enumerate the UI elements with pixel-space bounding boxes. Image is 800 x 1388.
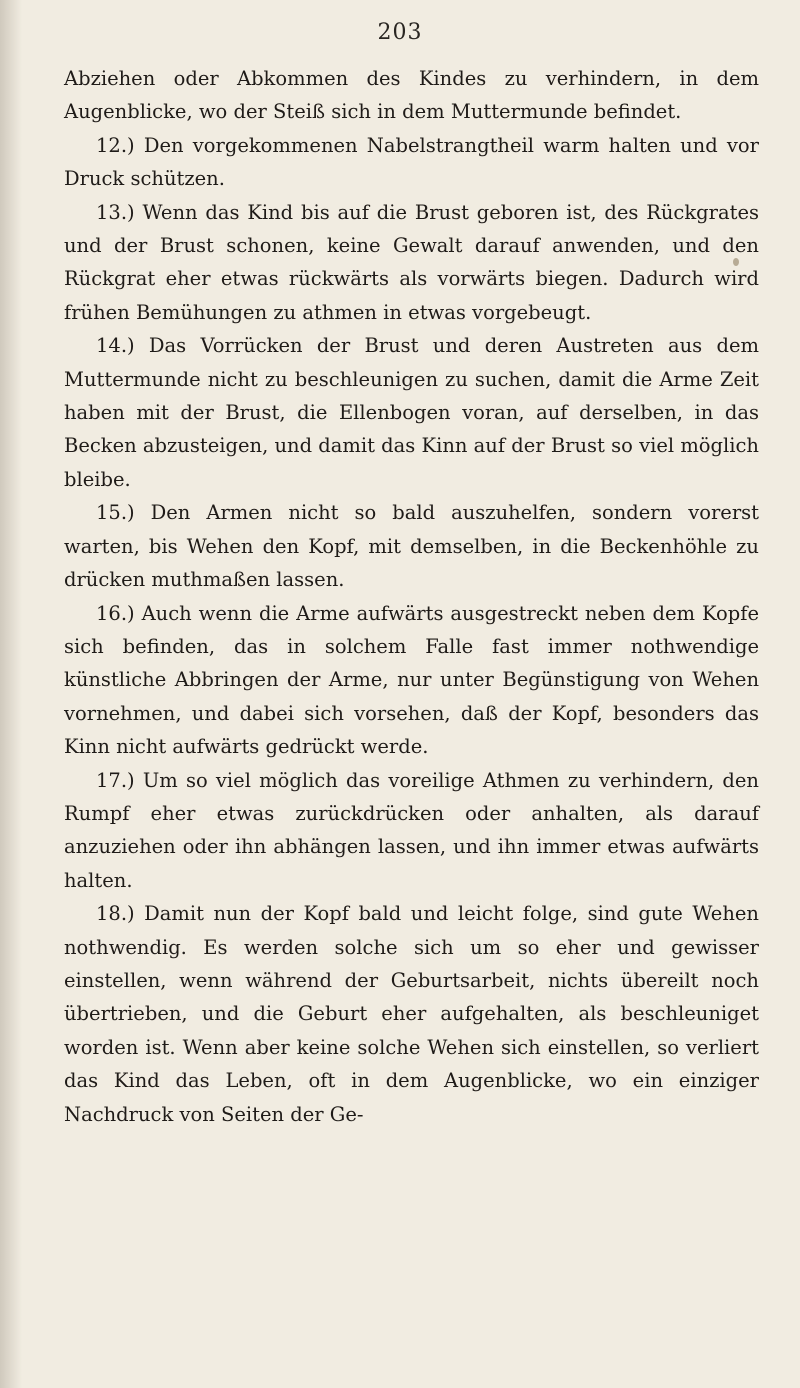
paragraph-15: 15.) Den Armen nicht so bald auszuhelfen, sondern vorerst warten, bis Wehen den Kopf, mit demselben, in die Beckenhöhle zu drücken muthmaßen lassen. bbox=[64, 501, 759, 592]
paragraph-16: 16.) Auch wenn die Arme aufwärts ausgestreckt neben dem Kopfe sich befinden, das in solchem Falle fast immer nothwendige künstliche Abbringen der Arme, nur unter Begünstigung von Wehen vornehmen, und dabei sich vorsehen, daß der Kopf, besonders das Kinn nicht aufwärts gedrückt werde. bbox=[64, 601, 759, 759]
paragraph-13: 13.) Wenn das Kind bis auf die Brust geboren ist, des Rückgrates und der Brust schonen, keine Gewalt darauf anwenden, und den Rückgrat eher etwas rückwärts als vorwärts biegen. Dadurch wird frühen Bemühungen zu athmen in etwas vorgebeugt. bbox=[64, 200, 759, 324]
paragraph-18: 18.) Damit nun der Kopf bald und leicht folge, sind gute Wehen nothwendig. Es werden solche sich um so eher und gewisser einstellen, wenn während der Geburtsarbeit, nichts übereilt noch übertrieben, und die Geburt eher aufgehalten, als beschleuniget worden ist. Wenn aber keine solche Wehen sich einstellen, so verliert das Kind das Leben, oft in dem Augenblicke, wo ein einziger Nachdruck von Seiten der Ge- bbox=[64, 902, 759, 1126]
paragraph-continuation: Abziehen oder Abkommen des Kindes zu verhindern, in dem Augenblicke, wo der Steiß sich in dem Muttermunde befindet. bbox=[64, 67, 759, 124]
page-gutter-shadow bbox=[0, 0, 22, 1388]
paragraph-12: 12.) Den vorgekommenen Nabelstrangtheil warm halten und vor Druck schützen. bbox=[64, 133, 759, 191]
body-text bbox=[64, 62, 759, 1131]
page-number: 203 bbox=[377, 20, 423, 45]
paragraph-17: 17.) Um so viel möglich das voreilige Athmen zu verhindern, den Rumpf eher etwas zurückdrücken oder anhalten, als darauf anzuziehen oder ihn abhängen lassen, und ihn immer etwas aufwärts halten. bbox=[64, 768, 759, 892]
paragraph-14: 14.) Das Vorrücken der Brust und deren Austreten aus dem Muttermunde nicht zu beschleunigen zu suchen, damit die Arme Zeit haben mit der Brust, die Ellenbogen voran, auf derselben, in das Becken abzusteigen, und damit das Kinn auf der Brust so viel möglich bleibe. bbox=[64, 334, 759, 491]
